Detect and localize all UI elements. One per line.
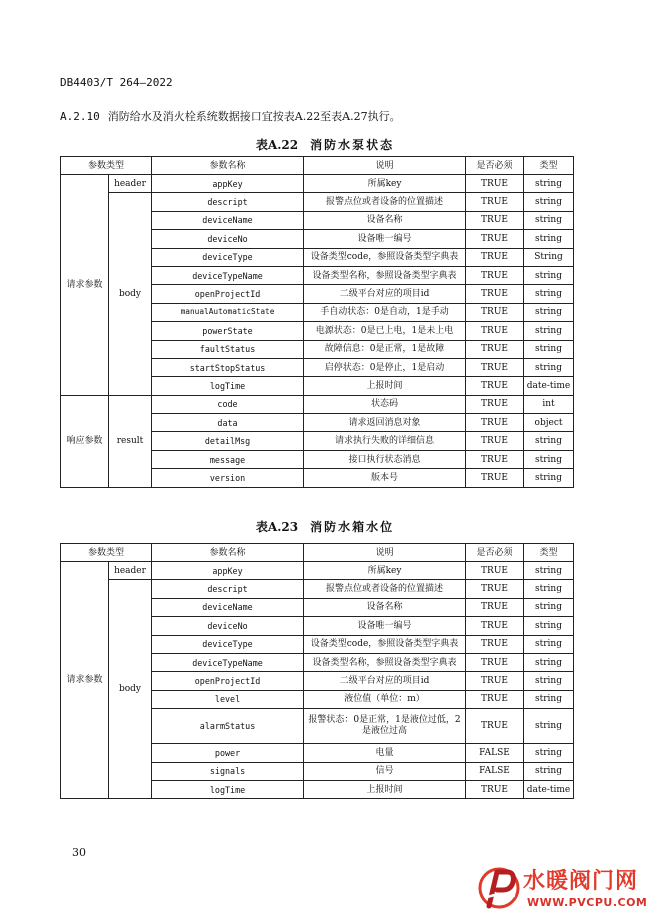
param-type: string: [524, 562, 574, 580]
param-description: 设备类型名称，参照设备类型字典表: [304, 266, 466, 284]
param-name: detailMsg: [152, 432, 304, 450]
param-type: string: [524, 635, 574, 653]
param-description: 启停状态：0是停止，1是启动: [304, 358, 466, 376]
param-type: string: [524, 450, 574, 468]
param-name: deviceType: [152, 635, 304, 653]
param-required: TRUE: [466, 377, 524, 395]
param-name: deviceNo: [152, 230, 304, 248]
param-description: 设备类型名称，参照设备类型字典表: [304, 653, 466, 671]
sub-group-label: body: [109, 193, 152, 395]
param-required: TRUE: [466, 248, 524, 266]
param-type: string: [524, 653, 574, 671]
param-name: deviceTypeName: [152, 266, 304, 284]
col-param-type: 参数类型: [61, 544, 152, 562]
param-name: deviceName: [152, 211, 304, 229]
param-type: date-time: [524, 780, 574, 798]
valve-logo-icon: [477, 862, 521, 912]
param-description: 设备唯一编号: [304, 230, 466, 248]
col-description: 说明: [304, 157, 466, 175]
sub-group-label: body: [109, 580, 152, 799]
group-label: 请求参数: [61, 175, 109, 396]
param-type: string: [524, 285, 574, 303]
param-description: 请求返回消息对象: [304, 414, 466, 432]
param-required: TRUE: [466, 635, 524, 653]
param-type: string: [524, 432, 574, 450]
col-param-name: 参数名称: [152, 544, 304, 562]
param-required: TRUE: [466, 617, 524, 635]
col-description: 说明: [304, 544, 466, 562]
param-name: descript: [152, 580, 304, 598]
col-type: 类型: [524, 157, 574, 175]
table1-header-row: [61, 157, 574, 175]
param-required: TRUE: [466, 322, 524, 340]
watermark: [477, 862, 648, 914]
watermark-title: 水暖阀门网: [523, 869, 639, 894]
param-type: string: [524, 744, 574, 762]
param-type: string: [524, 175, 574, 193]
param-description: 所属key: [304, 562, 466, 580]
param-name: manualAutomaticState: [152, 303, 304, 321]
param-description: 设备名称: [304, 598, 466, 616]
param-description: 所属key: [304, 175, 466, 193]
param-type: string: [524, 230, 574, 248]
param-name: startStopStatus: [152, 358, 304, 376]
param-required: FALSE: [466, 744, 524, 762]
param-name: signals: [152, 762, 304, 780]
table1: [60, 156, 574, 488]
param-description: 二级平台对应的项目id: [304, 285, 466, 303]
watermark-url: WWW.PVCPU.COM: [527, 896, 648, 909]
table2-header-row: [61, 544, 574, 562]
param-required: TRUE: [466, 450, 524, 468]
document-id: DB4403/T 264—2022: [60, 76, 173, 89]
param-name: logTime: [152, 377, 304, 395]
param-required: TRUE: [466, 653, 524, 671]
param-type: date-time: [524, 377, 574, 395]
param-required: TRUE: [466, 340, 524, 358]
param-name: openProjectId: [152, 285, 304, 303]
param-type: string: [524, 211, 574, 229]
param-description: 设备唯一编号: [304, 617, 466, 635]
section-heading: [60, 108, 401, 124]
table1-title: 消防水泵状态: [310, 138, 395, 152]
param-description: 电量: [304, 744, 466, 762]
param-description: 信号: [304, 762, 466, 780]
param-type: string: [524, 340, 574, 358]
param-name: deviceTypeName: [152, 653, 304, 671]
param-required: TRUE: [466, 266, 524, 284]
section-number: A.2.10: [60, 110, 100, 123]
param-type: string: [524, 598, 574, 616]
col-required: 是否必须: [466, 157, 524, 175]
param-type: String: [524, 248, 574, 266]
param-required: TRUE: [466, 211, 524, 229]
param-description: 上报时间: [304, 377, 466, 395]
param-name: data: [152, 414, 304, 432]
table1-caption: [0, 136, 650, 153]
param-required: TRUE: [466, 432, 524, 450]
param-name: appKey: [152, 175, 304, 193]
param-type: string: [524, 266, 574, 284]
param-required: FALSE: [466, 762, 524, 780]
param-required: TRUE: [466, 580, 524, 598]
param-name: alarmStatus: [152, 709, 304, 744]
param-required: TRUE: [466, 285, 524, 303]
col-param-type: 参数类型: [61, 157, 152, 175]
param-name: message: [152, 450, 304, 468]
sub-group-label: result: [109, 395, 152, 487]
param-name: deviceType: [152, 248, 304, 266]
param-type: string: [524, 617, 574, 635]
table2: [60, 543, 574, 799]
param-type: int: [524, 395, 574, 413]
param-description: 二级平台对应的项目id: [304, 672, 466, 690]
param-required: TRUE: [466, 193, 524, 211]
param-description: 报警状态：0是正常，1是液位过低，2是液位过高: [304, 709, 466, 744]
param-type: string: [524, 672, 574, 690]
param-required: TRUE: [466, 469, 524, 487]
group-label: 请求参数: [61, 562, 109, 799]
table2-title: 消防水箱水位: [310, 520, 395, 534]
param-type: string: [524, 762, 574, 780]
param-type: string: [524, 322, 574, 340]
param-name: openProjectId: [152, 672, 304, 690]
table2-caption: [0, 518, 650, 535]
table1-number: 表A.22: [255, 138, 299, 152]
param-name: descript: [152, 193, 304, 211]
table-row: [61, 580, 574, 598]
param-type: string: [524, 193, 574, 211]
param-name: deviceName: [152, 598, 304, 616]
param-type: string: [524, 580, 574, 598]
param-description: 请求执行失败的详细信息: [304, 432, 466, 450]
param-type: string: [524, 469, 574, 487]
param-name: powerState: [152, 322, 304, 340]
param-type: string: [524, 709, 574, 744]
param-required: TRUE: [466, 175, 524, 193]
param-required: TRUE: [466, 414, 524, 432]
table-row: [61, 175, 574, 193]
param-description: 手自动状态：0是自动，1是手动: [304, 303, 466, 321]
param-name: level: [152, 690, 304, 708]
param-name: power: [152, 744, 304, 762]
table-row: [61, 193, 574, 211]
param-description: 设备类型code，参照设备类型字典表: [304, 635, 466, 653]
param-description: 版本号: [304, 469, 466, 487]
param-required: TRUE: [466, 358, 524, 376]
param-description: 接口执行状态消息: [304, 450, 466, 468]
section-text: 消防给水及消火栓系统数据接口宜按表A.22至表A.27执行。: [107, 110, 401, 123]
param-description: 液位值（单位：m）: [304, 690, 466, 708]
param-name: logTime: [152, 780, 304, 798]
param-description: 设备名称: [304, 211, 466, 229]
col-type: 类型: [524, 544, 574, 562]
page-number: 30: [72, 846, 86, 859]
param-description: 设备类型code，参照设备类型字典表: [304, 248, 466, 266]
param-name: code: [152, 395, 304, 413]
group-label: 响应参数: [61, 395, 109, 487]
param-required: TRUE: [466, 562, 524, 580]
param-required: TRUE: [466, 303, 524, 321]
param-type: object: [524, 414, 574, 432]
param-type: string: [524, 303, 574, 321]
param-required: TRUE: [466, 672, 524, 690]
param-description: 报警点位或者设备的位置描述: [304, 193, 466, 211]
param-required: TRUE: [466, 780, 524, 798]
param-type: string: [524, 358, 574, 376]
table2-number: 表A.23: [255, 520, 299, 534]
param-type: string: [524, 690, 574, 708]
table-row: [61, 562, 574, 580]
param-name: version: [152, 469, 304, 487]
param-name: appKey: [152, 562, 304, 580]
param-name: faultStatus: [152, 340, 304, 358]
param-required: TRUE: [466, 709, 524, 744]
param-description: 电源状态：0是已上电，1是未上电: [304, 322, 466, 340]
sub-group-label: header: [109, 175, 152, 193]
param-required: TRUE: [466, 230, 524, 248]
sub-group-label: header: [109, 562, 152, 580]
param-description: 上报时间: [304, 780, 466, 798]
param-description: 报警点位或者设备的位置描述: [304, 580, 466, 598]
table-row: [61, 395, 574, 413]
col-param-name: 参数名称: [152, 157, 304, 175]
param-required: TRUE: [466, 598, 524, 616]
param-name: deviceNo: [152, 617, 304, 635]
col-required: 是否必须: [466, 544, 524, 562]
param-required: TRUE: [466, 690, 524, 708]
param-description: 状态码: [304, 395, 466, 413]
param-required: TRUE: [466, 395, 524, 413]
param-description: 故障信息：0是正常，1是故障: [304, 340, 466, 358]
